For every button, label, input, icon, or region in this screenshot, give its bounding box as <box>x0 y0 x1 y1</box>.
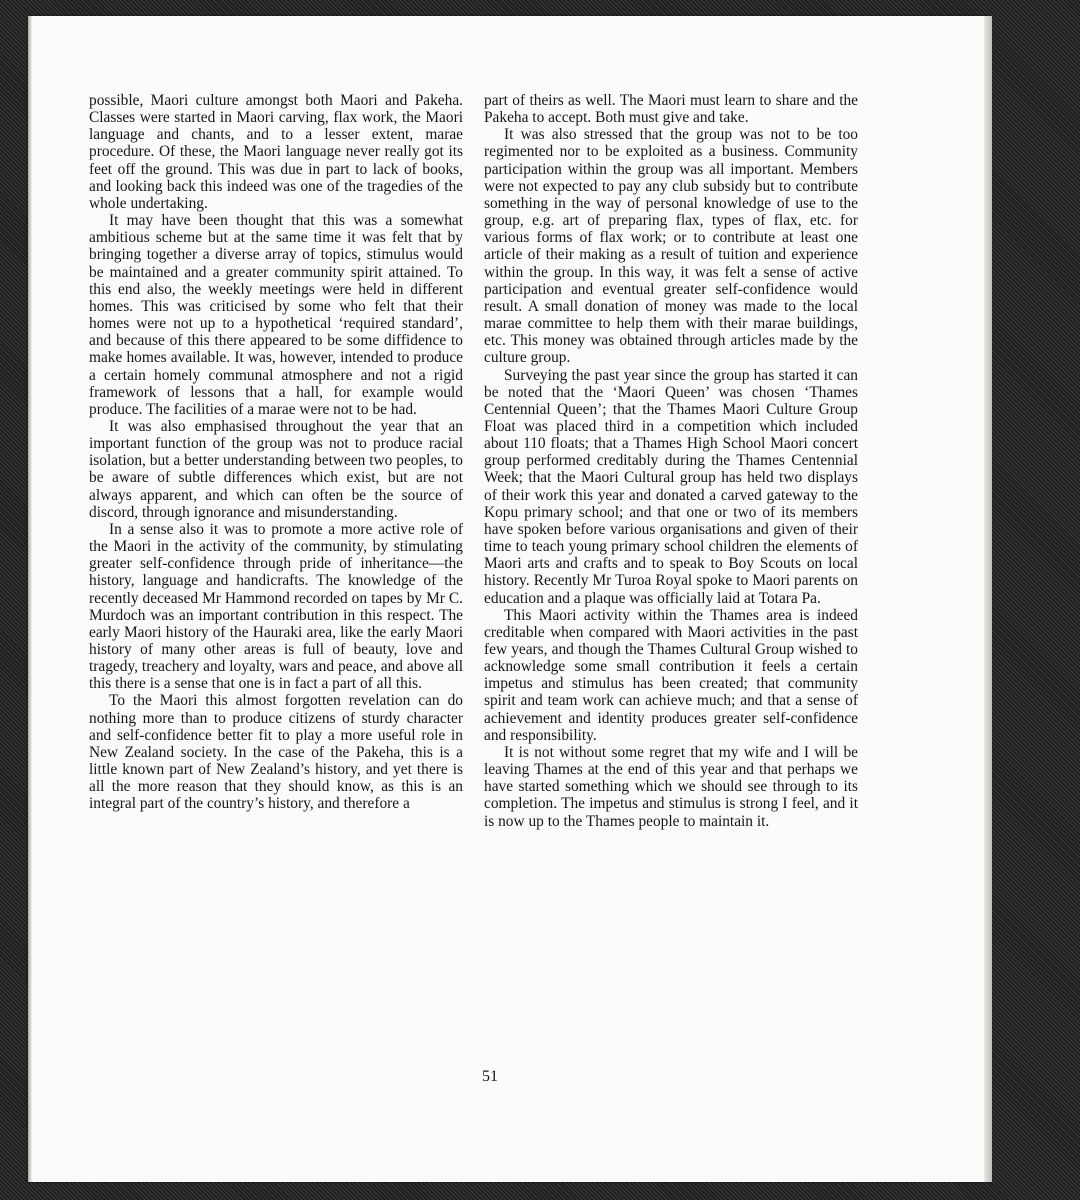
paragraph-ambitious-scheme: It may have been thought that this was a somewhat ambitious scheme but at the same time it was felt that by bringing together a diverse array of topics, stimulus would be maintained and a greater community spirit attained. To this end also, the weekly meetings were held in different homes. This was criticised by some who felt that their homes were not up to a hypothetical ‘required standard’, and because of this there appeared to be some diffidence to make homes available. It was, however, intended to produce a certain homely communal atmosphere and not a rigid framework of lessons that a hall, for example would produce. The facilities of a marae were not to be had. <box>89 212 463 418</box>
right-text-column <box>484 92 858 830</box>
page-number: 51 <box>482 1068 498 1085</box>
left-text-column <box>89 92 463 813</box>
paragraph-part-of-theirs: part of theirs as well. The Maori must learn to share and the Pakeha to accept. Both must give and take. <box>484 92 858 127</box>
paragraph-active-role: In a sense also it was to promote a more active role of the Maori in the activity of the community, by stimulating greater self-confidence through pride of inheritance—the history, language and handicrafts. The knowledge of the recently deceased Mr Hammond recorded on tapes by Mr C. Murdoch was an important contribution in this respect. The early Maori history of the Hauraki area, like the early Maori history of many other areas is full of beauty, love and tragedy, treachery and loyalty, wars and peace, and above all this there is a sense that one is in fact a part of all this. <box>89 520 463 693</box>
page-gutter-shadow <box>28 16 32 1182</box>
paragraph-possible: possible, Maori culture amongst both Maori and Pakeha. Classes were started in Maori carving, flax work, the Maori language and chants, and to a lesser extent, marae procedure. Of these, the Maori language never really got its feet off the ground. This was due in part to lack of books, and looking back this indeed was one of the tragedies of the whole undertaking. <box>89 92 463 212</box>
page-edge <box>984 16 992 1182</box>
paragraph-regret: It is not without some regret that my wife and I will be leaving Thames at the end of this year and that perhaps we have started something which we should see through to its completion. The impetus and stimulus is strong I feel, and it is now up to the Thames people to maintain it. <box>484 743 858 830</box>
paragraph-racial-isolation: It was also emphasised throughout the year that an important function of the group was not to produce racial isolation, but a better understanding between two peoples, to be aware of subtle differences which exist, but are not always apparent, and which can often be the source of discord, through ignorance and misunderstanding. <box>89 417 463 521</box>
paragraph-regimented: It was also stressed that the group was not to be too regimented nor to be exploited as a business. Community participation within the group was all important. Members were not expected to pay any club subsidy but to contribute something in the way of personal knowledge of use to the group, e.g. art of preparing flax, types of flax, etc. for various forms of flax work; or to contribute at least one article of their making as a result of tuition and experience within the group. In this way, it was felt a sense of active participation and eventual greater self-confidence would result. A small donation of money was made to the local marae committee to help them with their marae buildings, etc. This money was obtained through articles made by the culture group. <box>484 126 858 367</box>
paragraph-surveying: Surveying the past year since the group has started it can be noted that the ‘Maori Queen’ was chosen ‘Thames Centennial Queen’; that the Thames Maori Culture Group Float was placed third in a competition which included about 110 floats; that a Thames High School Maori concert group performed creditably during the Thames Centennial Week; that the Maori Cultural group has held two displays of their work this year and donated a carved gateway to the Kopu primary school; and that one or two of its members have spoken before various organisations and given of their time to teach young primary school children the elements of Maori arts and crafts and to speak to Boy Scouts on local history. Recently Mr Turoa Royal spoke to Maori parents on education and a plaque was officially laid at Totara Pa. <box>484 366 858 607</box>
paragraph-forgotten-revelation: To the Maori this almost forgotten revelation can do nothing more than to produce citizens of sturdy character and self-confidence better fit to play a more useful role in New Zealand society. In the case of the Pakeha, this is a little known part of New Zealand’s history, and yet there is all the more reason that they should know, as this is an integral part of the country’s history, and therefore a <box>89 692 463 813</box>
paragraph-creditable: This Maori activity within the Thames area is indeed creditable when compared with Maori activities in the past few years, and though the Thames Cultural Group wished to acknowledge some small contribution it feels a certain impetus and stimulus has been created; that community spirit and team work can achieve much; and that a sense of achievement and identity produces greater self-confidence and responsibility. <box>484 606 858 744</box>
